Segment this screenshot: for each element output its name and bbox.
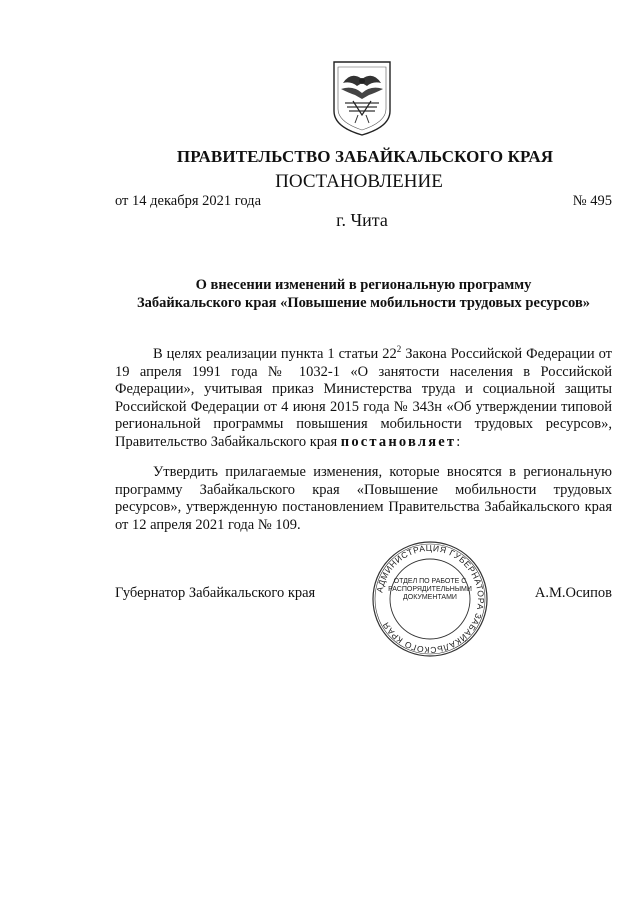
p1-text-a: В целях реализации пункта 1 статьи 22: [153, 346, 397, 362]
p1-text-b: Закона Российской Федерации от 19 апреля 1991 года № 1032-1 «О занятости населения в Российской Федерации», учитывая приказ Министерства труда и социальной защиты Российской Федерации от 4 июня 2015 года № 343н «Об утверждении типовой региональной программы повышения мобильности трудовых ресурсов», Правительство Забайкальского края: [115, 346, 612, 450]
subject-line-1: О внесении изменений в региональную программу: [195, 277, 532, 293]
stamp-inner-text: ОТДЕЛ ПО РАБОТЕ С РАСПОРЯДИТЕЛЬНЫМИ ДОКУМЕНТАМИ: [388, 578, 472, 601]
signatory-name: А.М.Осипов: [534, 585, 612, 601]
document-number: № 495: [572, 193, 612, 209]
coat-of-arms-icon: [331, 59, 393, 137]
document-city: г. Чита: [336, 210, 388, 230]
subject-line-2: Забайкальского края «Повышение мобильности трудовых ресурсов»: [136, 295, 591, 311]
signatory-position: Губернатор Забайкальского края: [115, 585, 316, 601]
p1-spaced-verb: постановляет: [340, 433, 457, 450]
document-type: ПОСТАНОВЛЕНИЕ: [275, 171, 443, 192]
body-paragraph-2: Утвердить прилагаемые изменения, которые вносятся в региональную программу Забайкальского края «Повышение мобильности трудовых ресурсов», утвержденную постановлением Правительства Забайкальского края от 12 апреля 2021 года № 109.: [115, 464, 612, 533]
stamp-ring-text: АДМИНИСТРАЦИЯ ГУБЕРНАТОРА ЗАБАЙКАЛЬСКОГО КРАЯ: [374, 542, 487, 656]
p1-end: :: [456, 433, 461, 450]
document-subject: [115, 276, 612, 312]
p1-superscript: 2: [396, 344, 402, 354]
body-paragraph-1: [115, 346, 612, 452]
government-title: ПРАВИТЕЛЬСТВО ЗАБАЙКАЛЬСКОГО КРАЯ: [176, 147, 554, 166]
document-date: от 14 декабря 2021 года: [115, 193, 261, 209]
